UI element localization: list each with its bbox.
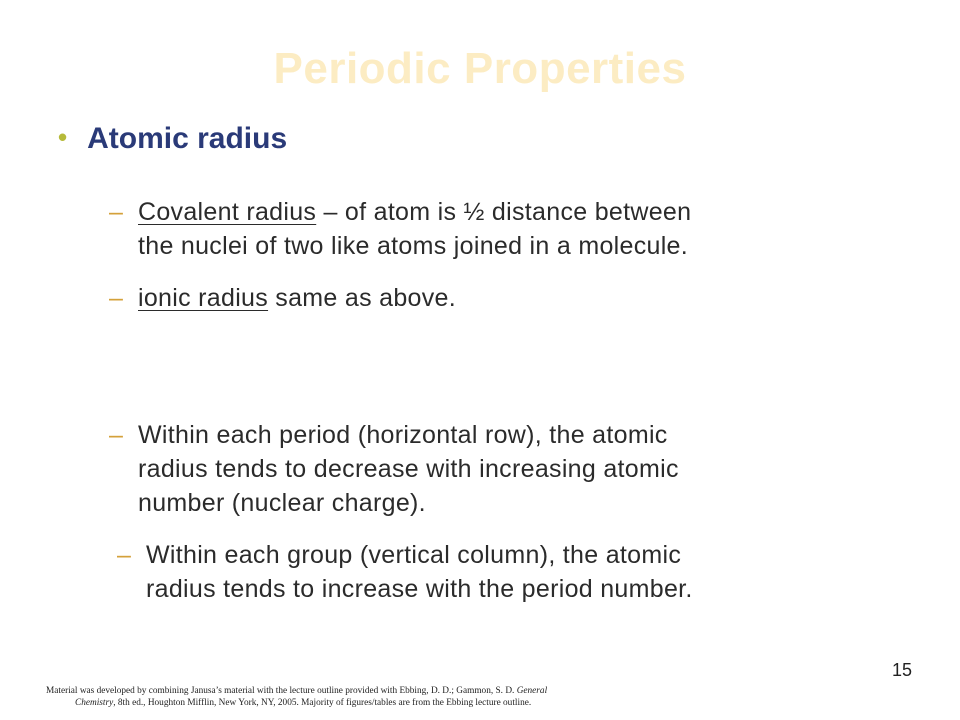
text-line-1: Within each group (vertical column), the atomic [146, 541, 682, 569]
sub-bullet-text [138, 195, 849, 263]
footnote-italic-2: Chemistry [75, 698, 114, 708]
bullet-atomic-radius [58, 122, 287, 156]
text-line-3: number (nuclear charge). [138, 489, 426, 517]
page-number: 15 [891, 660, 912, 680]
sub-bullet-covalent-radius [109, 195, 849, 263]
footnote-line-2 [46, 697, 666, 709]
slide-title: Periodic Properties [273, 44, 687, 93]
bullet-dot-icon: • [58, 122, 68, 152]
footnote-italic-1: General [516, 686, 548, 696]
bullet-label: Atomic radius [87, 122, 288, 155]
footnote-line-1: Material was developed by combining Janusa’s material with the lecture outline provided with Ebbing, D. D.; Gammon, S. D. [46, 686, 517, 696]
footnote [46, 685, 666, 709]
dash-icon: – [109, 421, 124, 449]
dash-icon: – [109, 284, 124, 312]
sub-bullet-ionic-radius [109, 281, 849, 315]
text-line-2: radius tends to increase with the period number. [146, 575, 693, 603]
footnote-line-2-text: , 8th ed., Houghton Mifflin, New York, NY, 2005. Majority of figures/tables are from the Ebbing lecture outline. [113, 698, 532, 708]
text-line-2: the nuclei of two like atoms joined in a molecule. [138, 232, 689, 260]
sub-bullet-period-trend [109, 418, 849, 520]
sub-bullet-group-trend [117, 538, 857, 606]
text-line-2: radius tends to decrease with increasing atomic [138, 455, 679, 483]
dash-icon: – [117, 541, 132, 569]
sub-bullet-text [138, 281, 849, 315]
text-line-1: Within each period (horizontal row), the atomic [138, 421, 668, 449]
text-line-1: – of atom is ½ distance between [316, 198, 692, 226]
term-ionic-radius: ionic radius [138, 284, 269, 312]
sub-bullet-text [146, 538, 857, 606]
text-line-1: same as above. [268, 284, 456, 312]
sub-bullet-text [138, 418, 849, 520]
dash-icon: – [109, 198, 124, 226]
term-covalent-radius: Covalent radius [138, 198, 317, 226]
